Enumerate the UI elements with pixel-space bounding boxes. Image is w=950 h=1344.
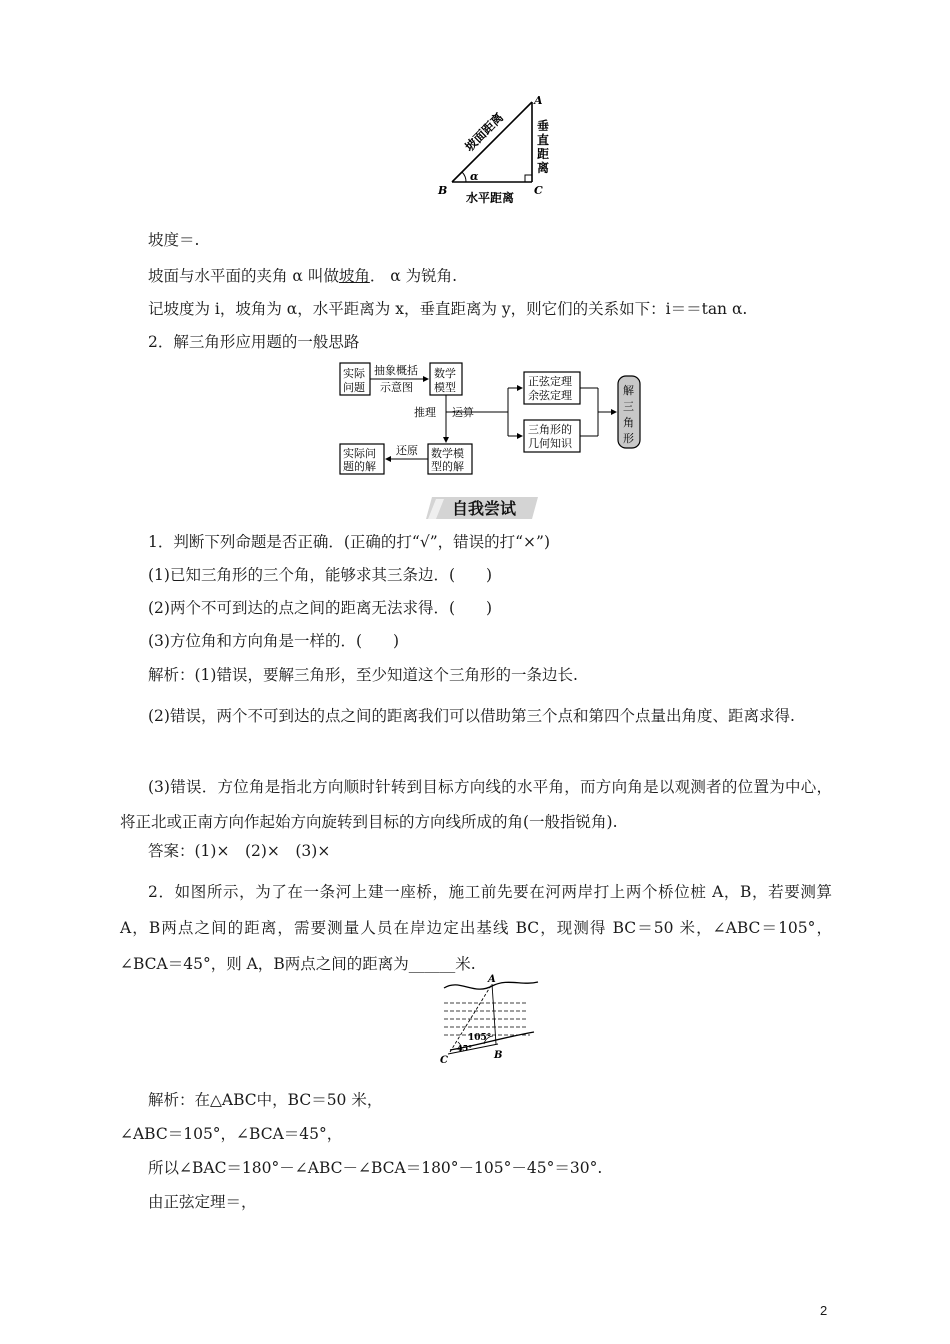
flow-box-actual-problem: 实际 — [343, 367, 365, 380]
river-point-c: C — [440, 1055, 448, 1064]
flow-label-compute: 运算 — [452, 406, 474, 419]
solution-1-part-3: (3)错误．方位角是指北方向顺时针转到目标方向线的水平角，而方向角是以观测者的位置为中心，将正北或正南方向作起始方向旋转到目标的方向线所成的角(一般指锐角). — [120, 778, 832, 831]
solution-2-line-3: 所以∠BAC＝180°－∠ABC－∠BCA＝180°－105°－45°＝30°. — [148, 1159, 603, 1177]
slope-triangle-figure — [420, 90, 580, 210]
flow-label-restore: 还原 — [396, 444, 418, 457]
svg-text:三: 三 — [623, 400, 634, 413]
hypotenuse-label: 坡面距离 — [462, 110, 507, 155]
solution-1-part-2: (2)错误，两个不可到达的点之间的距离我们可以借助第三个点和第四个点量出角度、距离求得. — [148, 707, 795, 725]
vertical-label-4: 离 — [537, 161, 550, 175]
flow-box-model-solution: 数学模 — [431, 447, 464, 460]
vertical-label-1: 垂 — [537, 119, 550, 133]
slope-angle-term: 坡角 — [338, 267, 370, 285]
solution-2-line-4: 由正弦定理＝， — [148, 1193, 257, 1211]
flow-label-abstract: 抽象概括 — [374, 364, 418, 377]
slope-angle-definition: 坡面与水平面的夹角 α 叫做坡角． α 为锐角. — [148, 267, 458, 285]
flow-label-sketch: 示意图 — [380, 381, 413, 394]
question-1-item-1: (1)已知三角形的三个角，能够求其三条边．( ) — [148, 566, 493, 584]
answer-1: 答案：(1)× (2)× (3)× — [148, 842, 331, 860]
svg-text:角: 角 — [623, 416, 634, 429]
svg-text:型的解: 型的解 — [431, 460, 464, 473]
svg-text:形: 形 — [623, 432, 634, 445]
svg-text:模型: 模型 — [434, 381, 456, 394]
river-point-b: B — [494, 1050, 503, 1061]
angle-45-label: 45° — [457, 1043, 473, 1053]
solution-1-part-1: 解析：(1)错误，要解三角形，至少知道这个三角形的一条边长. — [148, 666, 578, 684]
horizontal-label: 水平距离 — [466, 191, 515, 205]
slope-relation: 记坡度为 i，坡角为 α，水平距离为 x，垂直距离为 y，则它们的关系如下：i＝＝tan α. — [148, 300, 748, 318]
flow-box-theorems: 正弦定理 — [528, 375, 572, 388]
svg-text:几何知识: 几何知识 — [528, 437, 572, 450]
section-heading: 2．解三角形应用题的一般思路 — [148, 333, 360, 351]
self-test-banner — [426, 495, 538, 521]
river-bridge-figure — [430, 972, 545, 1064]
vertex-a: A — [534, 94, 543, 107]
self-test-title: 自我尝试 — [452, 499, 517, 518]
flow-box-geometry: 三角形的 — [528, 423, 572, 436]
vertical-label-2: 直 — [537, 133, 550, 147]
flow-label-reason: 推理 — [414, 406, 436, 419]
svg-text:余弦定理: 余弦定理 — [528, 389, 572, 402]
page-number: 2 — [820, 1303, 828, 1318]
slope-definition: 坡度＝. — [148, 231, 200, 249]
question-1-item-3: (3)方位角和方向角是一样的．( ) — [148, 632, 400, 650]
vertical-label-3: 距 — [537, 147, 550, 161]
solution-2-line-1: 解析：在△ABC中，BC＝50 米， — [148, 1091, 383, 1109]
flow-box-math-model: 数学 — [434, 367, 456, 380]
svg-text:题的解: 题的解 — [343, 460, 376, 473]
question-1: 1．判断下列命题是否正确．(正确的打“√”，错误的打“×”) — [148, 533, 551, 551]
vertex-c: C — [534, 184, 543, 197]
question-1-item-2: (2)两个不可到达的点之间的距离无法求得．( ) — [148, 599, 493, 617]
angle-105-label: 105° — [468, 1033, 492, 1043]
river-point-a: A — [488, 974, 496, 985]
solution-2-line-2: ∠ABC＝105°，∠BCA＝45°， — [120, 1125, 343, 1143]
angle-alpha: α — [470, 170, 479, 183]
question-2: 2．如图所示，为了在一条河上建一座桥，施工前先要在河两岸打上两个桥位桩 A，B，若要测算A，B两点之间的距离，需要测量人员在岸边定出基线 BC，现测得 BC＝50 米，∠ABC＝105°，∠BCA＝45°，则 A，B两点之间的距离为______米. — [120, 883, 832, 973]
flow-box-actual-solution: 实际问 — [343, 447, 376, 460]
flow-box-solve-triangle: 解 — [623, 384, 634, 397]
vertex-b: B — [438, 184, 448, 197]
problem-solving-flowchart — [336, 358, 648, 478]
svg-text:问题: 问题 — [343, 381, 365, 394]
